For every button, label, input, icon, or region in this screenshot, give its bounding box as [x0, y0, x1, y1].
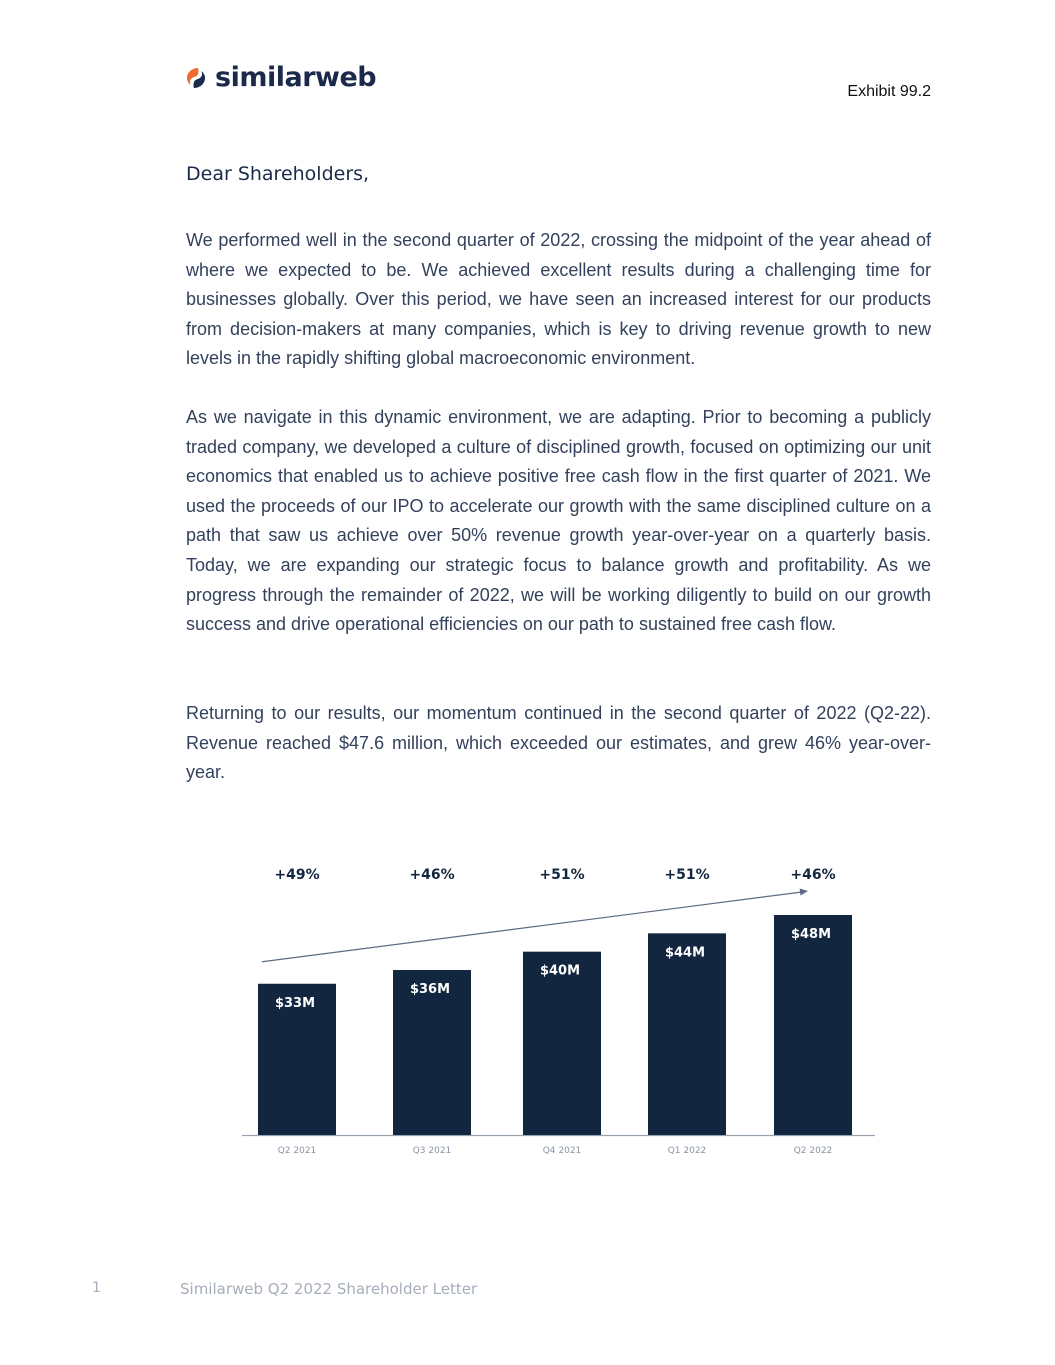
- revenue-bar-chart: [230, 850, 890, 1170]
- footer-doc-title: Similarweb Q2 2022 Shareholder Letter: [180, 1280, 478, 1298]
- growth-label: +46%: [790, 867, 836, 883]
- growth-label: +46%: [409, 867, 455, 883]
- bar-value-label: $44M: [664, 945, 706, 961]
- bar-value-label: $48M: [790, 927, 832, 942]
- bar: [774, 915, 852, 1135]
- logo-wordmark: similarweb: [215, 62, 377, 93]
- x-tick-label: Q1 2022: [667, 1146, 707, 1156]
- letter-paragraph: We performed well in the second quarter of 2022, crossing the midpoint of the year ahead of where we expected to be. We achieved excellent results during a challenging time for businesses globally. Over this period, we have seen an increased interest for our products from decision-makers at many companies, which is key to driving revenue growth to new levels in the rapidly shifting global macroeconomic environment.: [186, 230, 931, 369]
- page-number: 1: [92, 1280, 101, 1296]
- letter-paragraph: As we navigate in this dynamic environment, we are adapting. Prior to becoming a publicly traded company, we developed a culture of disciplined growth, focused on optimizing our unit economics that enabled us to achieve positive free cash flow in the first quarter of 2021. We used the proceeds of our IPO to accelerate our growth with the same disciplined culture on a path that saw us achieve over 50% revenue growth year-over-year on a quarterly basis. Today, we are expanding our strategic focus to balance growth and profitability. As we progress through the remainder of 2022, we will be working diligently to build on our growth success and drive operational efficiencies on our path to sustained free cash flow.: [186, 407, 931, 635]
- salutation: Dear Shareholders,: [186, 163, 370, 185]
- similarweb-logo: [183, 62, 376, 94]
- bar-value-label: $40M: [539, 963, 581, 979]
- x-tick-label: Q2 2021: [277, 1146, 317, 1156]
- bar-value-label: $33M: [274, 995, 316, 1011]
- bar: [648, 933, 726, 1135]
- x-tick-label: Q3 2021: [412, 1146, 452, 1156]
- bar-value-label: $36M: [409, 982, 451, 997]
- growth-label: +51%: [664, 867, 710, 883]
- growth-label: +49%: [274, 867, 320, 883]
- letter-paragraph: Returning to our results, our momentum continued in the second quarter of 2022 (Q2-22). Revenue reached $47.6 million, which exceeded our estimates, and grew 46% year-over-year.: [186, 703, 931, 783]
- growth-label: +51%: [539, 867, 585, 883]
- bar: [523, 952, 601, 1135]
- trend-arrow-head: [800, 889, 808, 896]
- revenue-bar-chart-svg: [230, 850, 890, 1170]
- similarweb-logo-icon: [183, 65, 209, 91]
- exhibit-label: Exhibit 99.2: [847, 83, 931, 100]
- x-tick-label: Q2 2022: [793, 1146, 833, 1156]
- x-tick-label: Q4 2021: [542, 1146, 582, 1156]
